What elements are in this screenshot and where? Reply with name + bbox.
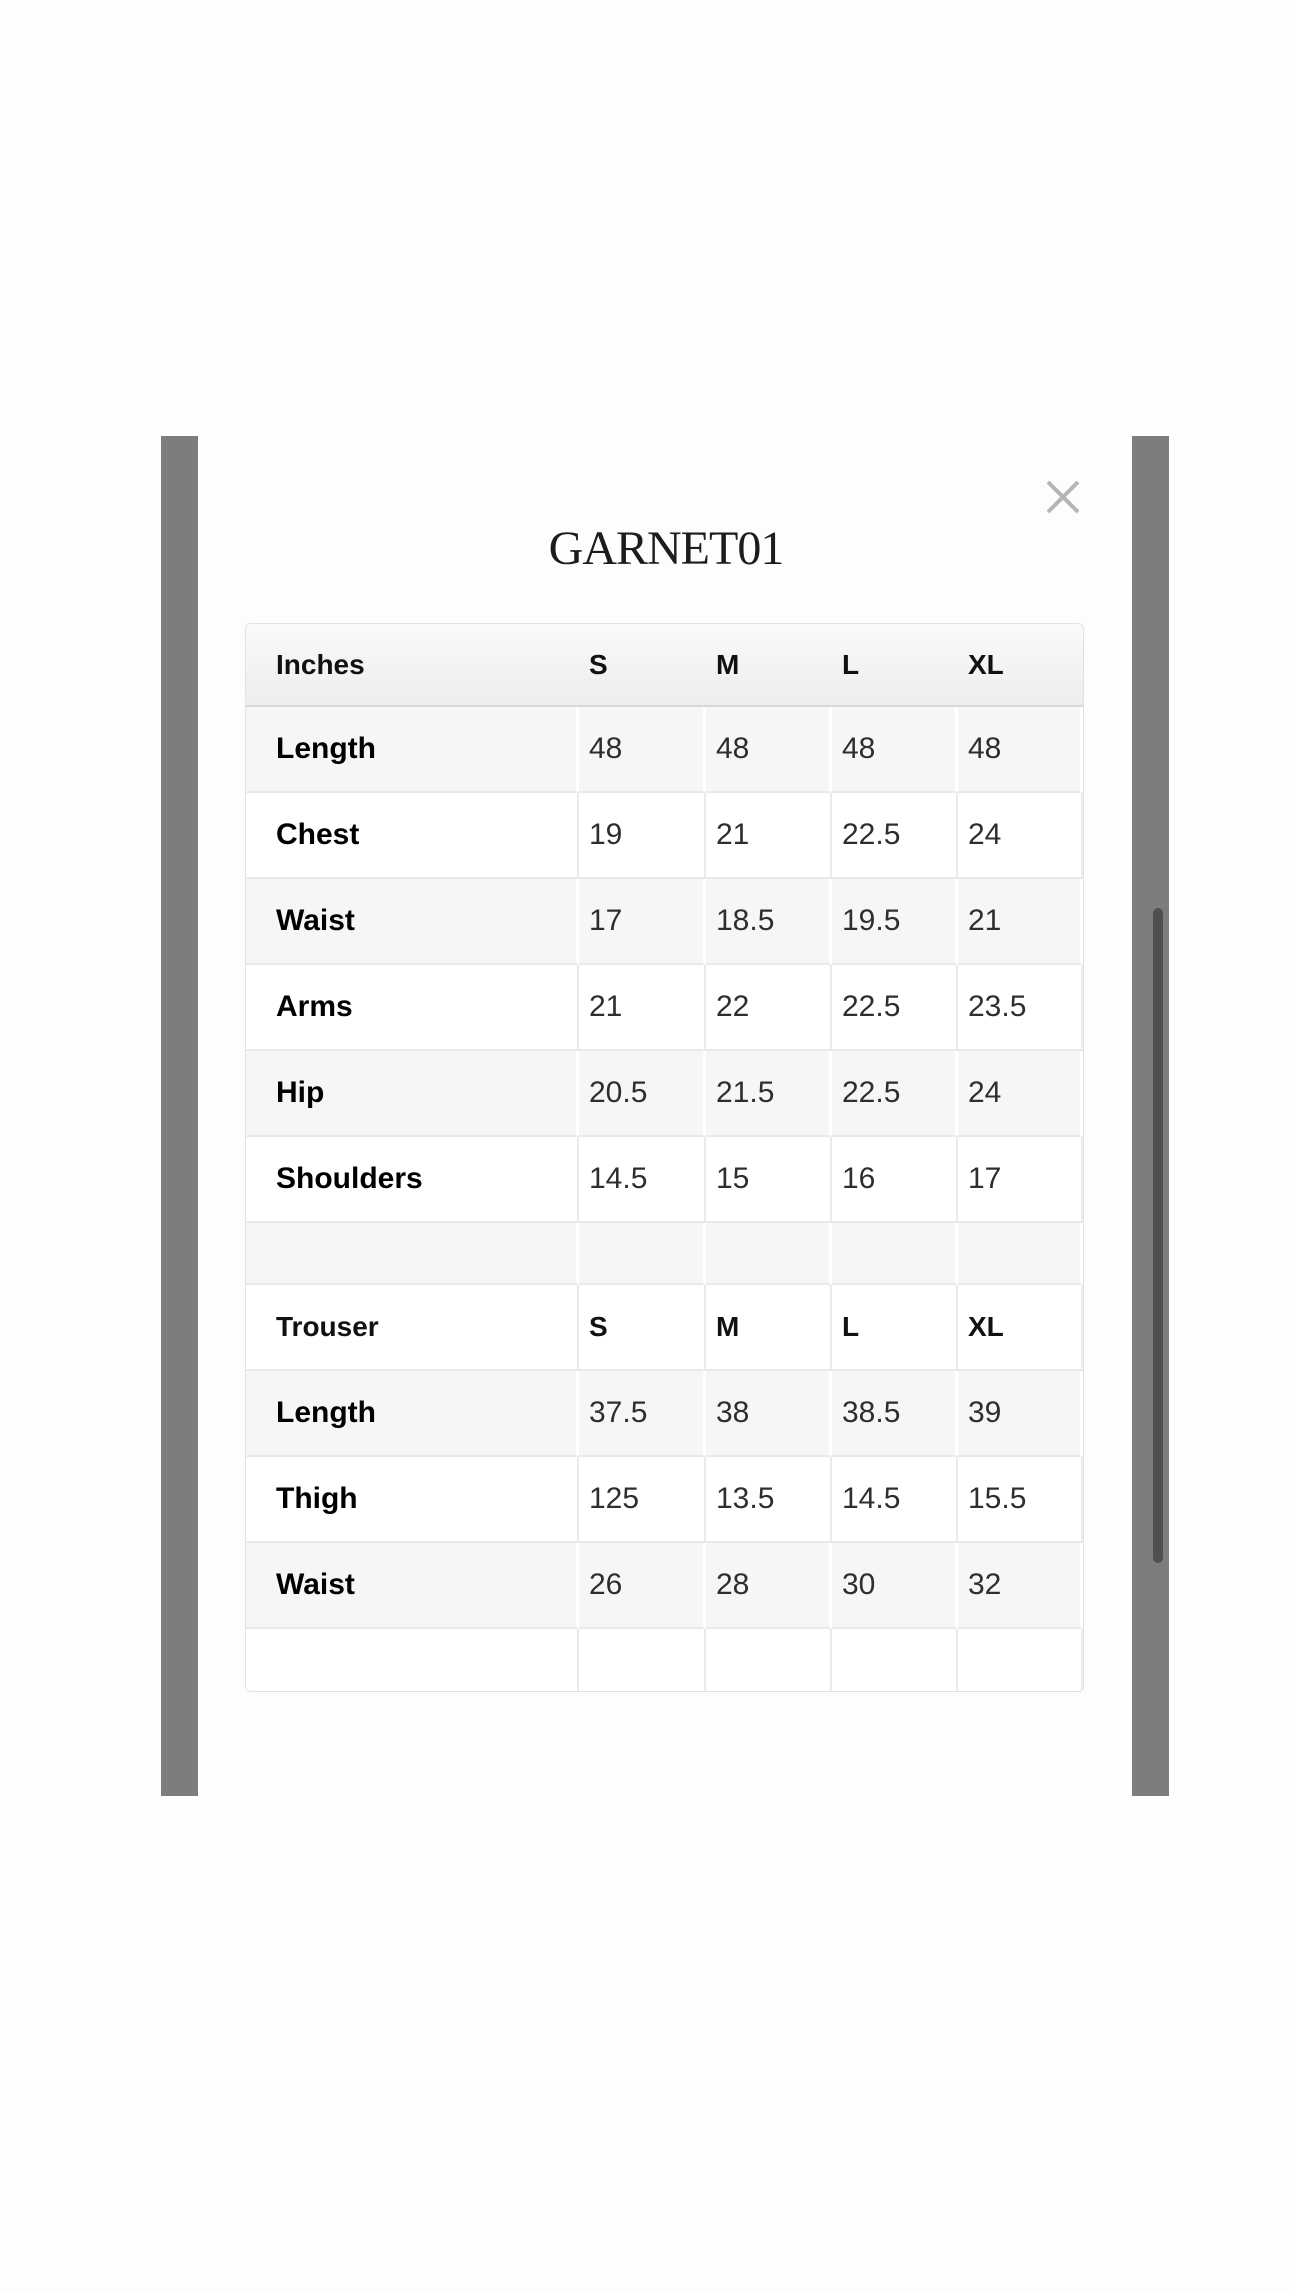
table-row (246, 1051, 1083, 1137)
table-row (246, 879, 1083, 965)
table-header-row (246, 624, 1083, 707)
value-cell: 13.5 (706, 1457, 832, 1543)
value-cell: 38.5 (832, 1371, 958, 1457)
table-row (246, 707, 1083, 793)
column-header-unit: Inches (246, 624, 579, 707)
column-header-m: M (706, 624, 832, 707)
value-cell: L (832, 1285, 958, 1371)
value-cell: 30 (832, 1543, 958, 1629)
value-cell: 24 (958, 793, 1083, 879)
column-header-l: L (832, 624, 958, 707)
row-label-cell: Thigh (246, 1457, 579, 1543)
value-cell (832, 1629, 958, 1691)
size-chart-table (245, 623, 1084, 1692)
table-row (246, 1457, 1083, 1543)
value-cell: S (579, 1285, 706, 1371)
value-cell (706, 1629, 832, 1691)
value-cell: 21 (706, 793, 832, 879)
value-cell: 18.5 (706, 879, 832, 965)
value-cell: 24 (958, 1051, 1083, 1137)
row-label-cell: Waist (246, 1543, 579, 1629)
value-cell: 48 (832, 707, 958, 793)
value-cell: 22.5 (832, 793, 958, 879)
value-cell: 26 (579, 1543, 706, 1629)
value-cell (958, 1629, 1083, 1691)
value-cell: 21 (579, 965, 706, 1051)
value-cell: 22 (706, 965, 832, 1051)
table-row (246, 1543, 1083, 1629)
row-label-cell: Trouser (246, 1285, 579, 1371)
table-spacer-row (246, 1629, 1083, 1691)
table-row (246, 793, 1083, 879)
close-button[interactable] (1037, 471, 1089, 523)
value-cell: 14.5 (832, 1457, 958, 1543)
column-header-xl: XL (958, 624, 1083, 707)
value-cell: 16 (832, 1137, 958, 1223)
table-row (246, 965, 1083, 1051)
value-cell: 21.5 (706, 1051, 832, 1137)
close-icon (1044, 478, 1082, 516)
row-label-cell: Arms (246, 965, 579, 1051)
table-row (246, 1137, 1083, 1223)
value-cell: 32 (958, 1543, 1083, 1629)
value-cell: M (706, 1285, 832, 1371)
table-spacer-row (246, 1223, 1083, 1285)
value-cell: 48 (958, 707, 1083, 793)
value-cell: 37.5 (579, 1371, 706, 1457)
value-cell: 19.5 (832, 879, 958, 965)
value-cell: 14.5 (579, 1137, 706, 1223)
scrollbar-thumb[interactable] (1153, 908, 1163, 1563)
table-row (246, 1371, 1083, 1457)
value-cell: 22.5 (832, 1051, 958, 1137)
value-cell (579, 1629, 706, 1691)
scrollbar-track (1132, 436, 1169, 1796)
row-label-cell: Hip (246, 1051, 579, 1137)
value-cell: 39 (958, 1371, 1083, 1457)
size-table-body (246, 707, 1083, 1691)
value-cell: 17 (579, 879, 706, 965)
row-label-cell: Shoulders (246, 1137, 579, 1223)
value-cell: 38 (706, 1371, 832, 1457)
value-cell: 22.5 (832, 965, 958, 1051)
row-label-cell: Length (246, 707, 579, 793)
value-cell: 48 (579, 707, 706, 793)
value-cell: 28 (706, 1543, 832, 1629)
row-label-cell: Waist (246, 879, 579, 965)
value-cell: 17 (958, 1137, 1083, 1223)
value-cell: 21 (958, 879, 1083, 965)
value-cell: 23.5 (958, 965, 1083, 1051)
value-cell (958, 1223, 1083, 1285)
value-cell: 15 (706, 1137, 832, 1223)
value-cell: 48 (706, 707, 832, 793)
value-cell: 20.5 (579, 1051, 706, 1137)
row-label-cell: Length (246, 1371, 579, 1457)
value-cell: 19 (579, 793, 706, 879)
modal-title: GARNET01 (548, 522, 784, 575)
value-cell: 125 (579, 1457, 706, 1543)
row-label-cell (246, 1629, 579, 1691)
value-cell: 15.5 (958, 1457, 1083, 1543)
row-label-cell: Chest (246, 793, 579, 879)
value-cell (579, 1223, 706, 1285)
value-cell (832, 1223, 958, 1285)
table-subheader-row (246, 1285, 1083, 1371)
value-cell: XL (958, 1285, 1083, 1371)
left-page-edge-bar (161, 436, 198, 1796)
column-header-s: S (579, 624, 706, 707)
row-label-cell (246, 1223, 579, 1285)
value-cell (706, 1223, 832, 1285)
